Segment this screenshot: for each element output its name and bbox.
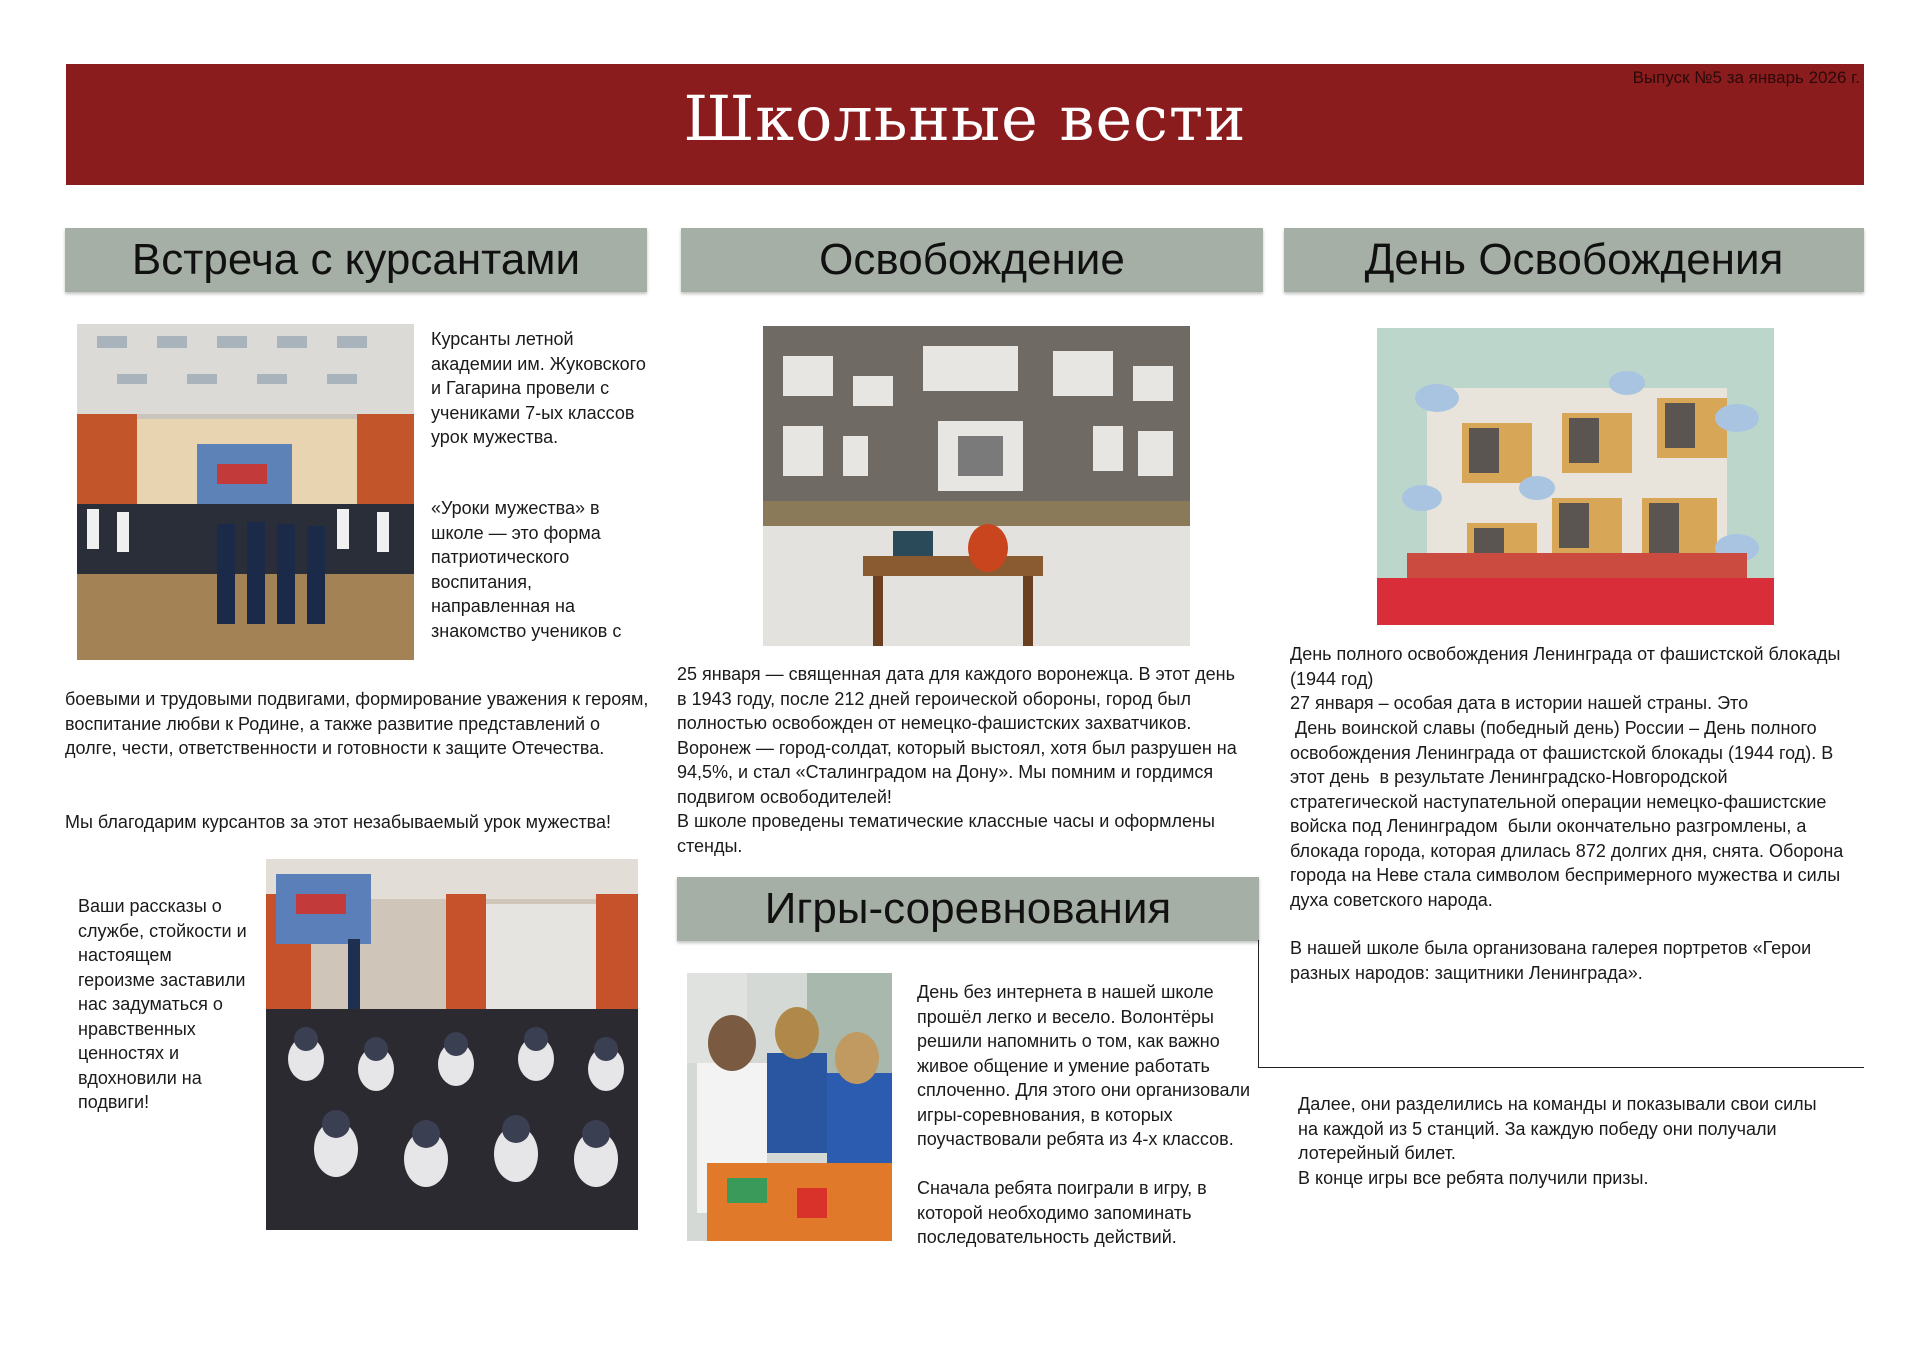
games-divider-horizontal: [1258, 1067, 1864, 1068]
games-prizes-text: В конце игры все ребята получили призы.: [1298, 1168, 1649, 1188]
games-divider-vertical: [1258, 940, 1259, 1068]
games-first-game-text: Сначала ребята поиграли в игру, в которой необходимо запоминать последовательность действий.: [917, 1178, 1207, 1247]
audience-photo-icon: [266, 859, 638, 1230]
masthead-banner: [66, 64, 1864, 185]
issue-label: Выпуск №5 за январь 2026 г.: [1632, 68, 1860, 87]
cadets-intro-text: Курсанты летной академии им. Жуковского и Гагарина провели с учениками 7-ых классов урок мужества.: [431, 329, 646, 447]
thanks-text: Мы благодарим курсантов за этот незабываемый урок мужества!: [65, 812, 612, 832]
exhibition-stand-photo-icon: [763, 326, 1190, 646]
section-heading-cadets: Встреча с курсантами: [65, 228, 647, 292]
section-heading-liberation-day: День Освобождения: [1284, 228, 1864, 292]
assembly-hall-photo-icon: [77, 324, 414, 660]
students-quote: Ваши рассказы о службе, стойкости и настоящем героизме заставили нас задуматься о нравственных ценностях и вдохновили на подвиги!: [78, 896, 247, 1112]
liberation-body-text: 25 января — священная дата для каждого воронежца. В этот день в 1943 году, после 212 дней героической обороны, город был полностью освобожден от немецко-фашистских захватчиков. Воронеж — город-солдат, который выстоял, хотя был разрушен на 94,5%, и стал «Сталинградом на Дону». Мы помним и гордимся подвигом освободителей!: [677, 664, 1237, 807]
liberation-day-caption: День полного освобождения Ленинграда от фашистской блокады (1944 год): [1290, 644, 1841, 689]
kids-playing-photo-icon: [687, 973, 892, 1241]
games-body-text: День без интернета в нашей школе прошёл легко и весело. Волонтёры решили напомнить о том, как важно живое общение и умение работать сплоченно. Для этого они организовали игры-соревнования, в которых поучаствовали ребята из 4-х классов.: [917, 982, 1251, 1149]
section-heading-liberation: Освобождение: [681, 228, 1263, 292]
liberation-day-body: День воинской славы (победный день) России – День полного освобождения Ленинграда от фашистской блокады (1944 год). В этот день в результате Ленинградско-Новгородской стратегической наступательной операции немецко-фашистские войска под Ленинградом были окончательно разгромлены, а блокада города, которая длилась 872 долгих дня, снята. Оборона города на Неве стала символом беспримерного мужества и силы духа советского народа.: [1290, 718, 1849, 910]
games-continued-text: Далее, они разделились на команды и показывали свои силы на каждой из 5 станций. За каждую победу они получали лотерейный билет.: [1298, 1094, 1817, 1163]
portrait-gallery-photo-icon: [1377, 328, 1774, 625]
section-heading-games: Игры-соревнования: [677, 877, 1259, 941]
liberation-day-intro: 27 января – особая дата в истории нашей страны. Это: [1290, 693, 1749, 713]
newspaper-title: Школьные вести: [683, 82, 1247, 155]
portrait-gallery-text: В нашей школе была организована галерея портретов «Герои разных народов: защитники Ленинграда».: [1290, 938, 1812, 983]
courage-lessons-text: «Уроки мужества» в школе — это форма патриотического воспитания, направленная на знакомство учеников с: [431, 498, 622, 641]
liberation-stands-text: В школе проведены тематические классные часы и оформлены стенды.: [677, 811, 1215, 856]
courage-lessons-continued: боевыми и трудовыми подвигами, формирование уважения к героям, воспитание любви к Родине, а также развитие представлений о долге, чести, ответственности и готовности к защите Отечества.: [65, 689, 649, 758]
